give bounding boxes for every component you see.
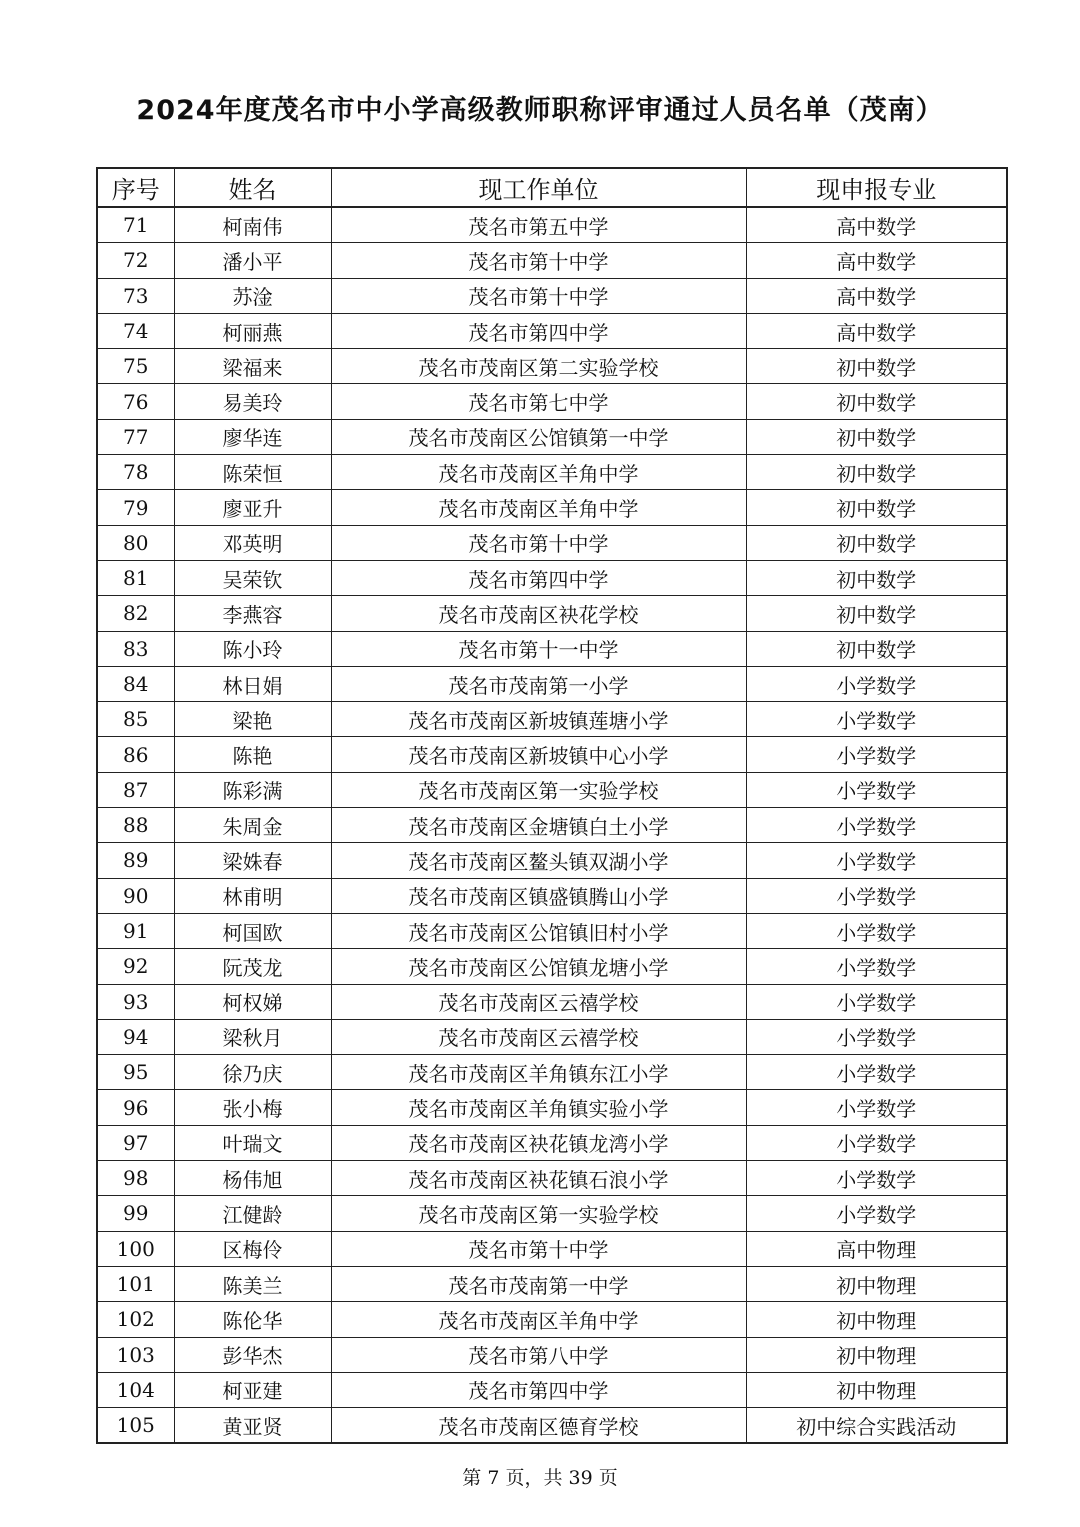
cell-specialty: 小学数学: [746, 878, 1007, 913]
table-row: [97, 878, 1007, 913]
cell-specialty: 初中物理: [746, 1337, 1007, 1372]
cell-index: 80: [97, 525, 174, 560]
cell-specialty: 初中数学: [746, 631, 1007, 666]
table-row: [97, 1196, 1007, 1231]
cell-index: 95: [97, 1055, 174, 1090]
cell-index: 83: [97, 631, 174, 666]
cell-workplace: 茂名市茂南区云禧学校: [331, 984, 746, 1019]
cell-index: 96: [97, 1090, 174, 1125]
cell-name: 区梅伶: [174, 1231, 331, 1266]
cell-specialty: 小学数学: [746, 666, 1007, 701]
table-row: [97, 419, 1007, 454]
cell-workplace: 茂名市茂南区袂花学校: [331, 596, 746, 631]
cell-name: 柯丽燕: [174, 313, 331, 348]
table-row: [97, 1372, 1007, 1407]
table-row: [97, 1125, 1007, 1160]
cell-name: 柯亚建: [174, 1372, 331, 1407]
cell-specialty: 初中数学: [746, 455, 1007, 490]
table-row: [97, 243, 1007, 278]
table-row: [97, 596, 1007, 631]
cell-index: 105: [97, 1408, 174, 1444]
cell-workplace: 茂名市第五中学: [331, 207, 746, 243]
cell-specialty: 初中数学: [746, 419, 1007, 454]
table-row: [97, 1302, 1007, 1337]
cell-specialty: 小学数学: [746, 949, 1007, 984]
cell-index: 89: [97, 843, 174, 878]
cell-specialty: 小学数学: [746, 913, 1007, 948]
cell-name: 陈彩满: [174, 772, 331, 807]
cell-specialty: 小学数学: [746, 808, 1007, 843]
header-row: [97, 168, 1007, 207]
cell-workplace: 茂名市茂南区羊角镇实验小学: [331, 1090, 746, 1125]
table-row: [97, 702, 1007, 737]
cell-specialty: 初中数学: [746, 525, 1007, 560]
table-row: [97, 313, 1007, 348]
table-row: [97, 1090, 1007, 1125]
table-row: [97, 984, 1007, 1019]
cell-name: 梁艳: [174, 702, 331, 737]
cell-index: 102: [97, 1302, 174, 1337]
cell-workplace: 茂名市茂南区公馆镇第一中学: [331, 419, 746, 454]
cell-specialty: 初中综合实践活动: [746, 1408, 1007, 1444]
cell-workplace: 茂名市第十一中学: [331, 631, 746, 666]
cell-name: 陈荣恒: [174, 455, 331, 490]
page-title: 2024年度茂名市中小学高级教师职称评审通过人员名单（茂南）: [136, 95, 944, 126]
cell-workplace: 茂名市茂南区公馆镇龙塘小学: [331, 949, 746, 984]
cell-specialty: 初中数学: [746, 349, 1007, 384]
cell-index: 101: [97, 1266, 174, 1301]
cell-workplace: 茂名市第四中学: [331, 560, 746, 595]
cell-specialty: 小学数学: [746, 737, 1007, 772]
page-number: 第 7 页，共 39 页: [462, 1467, 618, 1489]
cell-index: 81: [97, 560, 174, 595]
cell-name: 苏淦: [174, 278, 331, 313]
cell-index: 72: [97, 243, 174, 278]
cell-workplace: 茂名市茂南区新坡镇莲塘小学: [331, 702, 746, 737]
cell-name: 李燕容: [174, 596, 331, 631]
cell-name: 廖华连: [174, 419, 331, 454]
cell-workplace: 茂名市茂南区公馆镇旧村小学: [331, 913, 746, 948]
cell-index: 86: [97, 737, 174, 772]
cell-name: 梁秋月: [174, 1019, 331, 1054]
header-workplace: 现工作单位: [331, 168, 746, 207]
cell-workplace: 茂名市茂南区德育学校: [331, 1408, 746, 1444]
cell-workplace: 茂名市茂南区羊角中学: [331, 455, 746, 490]
table-body: [97, 207, 1007, 1443]
table-row: [97, 808, 1007, 843]
cell-workplace: 茂名市茂南区第一实验学校: [331, 772, 746, 807]
cell-workplace: 茂名市第七中学: [331, 384, 746, 419]
cell-name: 陈伦华: [174, 1302, 331, 1337]
cell-specialty: 初中物理: [746, 1372, 1007, 1407]
cell-name: 林日娟: [174, 666, 331, 701]
cell-index: 94: [97, 1019, 174, 1054]
cell-name: 易美玲: [174, 384, 331, 419]
cell-name: 陈小玲: [174, 631, 331, 666]
cell-specialty: 小学数学: [746, 1125, 1007, 1160]
table-row: [97, 1337, 1007, 1372]
cell-index: 74: [97, 313, 174, 348]
cell-name: 潘小平: [174, 243, 331, 278]
cell-workplace: 茂名市茂南区镇盛镇腾山小学: [331, 878, 746, 913]
cell-specialty: 初中数学: [746, 596, 1007, 631]
cell-index: 73: [97, 278, 174, 313]
table-row: [97, 1231, 1007, 1266]
cell-name: 陈艳: [174, 737, 331, 772]
cell-name: 林甫明: [174, 878, 331, 913]
cell-specialty: 小学数学: [746, 1090, 1007, 1125]
cell-index: 100: [97, 1231, 174, 1266]
table-row: [97, 666, 1007, 701]
cell-name: 柯国欧: [174, 913, 331, 948]
table-row: [97, 949, 1007, 984]
table-row: [97, 490, 1007, 525]
cell-specialty: 高中数学: [746, 207, 1007, 243]
cell-workplace: 茂名市第十中学: [331, 243, 746, 278]
cell-workplace: 茂名市茂南区袂花镇石浪小学: [331, 1161, 746, 1196]
table-row: [97, 349, 1007, 384]
cell-specialty: 高中数学: [746, 313, 1007, 348]
header-index: 序号: [97, 168, 174, 207]
cell-index: 71: [97, 207, 174, 243]
cell-workplace: 茂名市茂南区新坡镇中心小学: [331, 737, 746, 772]
cell-specialty: 小学数学: [746, 1019, 1007, 1054]
cell-index: 85: [97, 702, 174, 737]
cell-workplace: 茂名市茂南区第二实验学校: [331, 349, 746, 384]
cell-index: 87: [97, 772, 174, 807]
table-row: [97, 278, 1007, 313]
table-row: [97, 1055, 1007, 1090]
cell-index: 91: [97, 913, 174, 948]
table-row: [97, 207, 1007, 243]
cell-name: 柯南伟: [174, 207, 331, 243]
cell-index: 99: [97, 1196, 174, 1231]
cell-workplace: 茂名市茂南区鳌头镇双湖小学: [331, 843, 746, 878]
table-row: [97, 843, 1007, 878]
table-row: [97, 772, 1007, 807]
cell-specialty: 小学数学: [746, 1161, 1007, 1196]
cell-workplace: 茂名市第四中学: [331, 313, 746, 348]
cell-specialty: 小学数学: [746, 1055, 1007, 1090]
cell-index: 97: [97, 1125, 174, 1160]
table-row: [97, 1266, 1007, 1301]
cell-workplace: 茂名市茂南区金塘镇白土小学: [331, 808, 746, 843]
cell-specialty: 初中数学: [746, 384, 1007, 419]
cell-workplace: 茂名市茂南区羊角中学: [331, 490, 746, 525]
cell-index: 75: [97, 349, 174, 384]
table-row: [97, 1019, 1007, 1054]
cell-workplace: 茂名市第十中学: [331, 525, 746, 560]
cell-index: 93: [97, 984, 174, 1019]
cell-specialty: 高中数学: [746, 278, 1007, 313]
cell-specialty: 初中物理: [746, 1266, 1007, 1301]
cell-index: 103: [97, 1337, 174, 1372]
cell-specialty: 初中数学: [746, 490, 1007, 525]
cell-workplace: 茂名市茂南区羊角镇东江小学: [331, 1055, 746, 1090]
cell-workplace: 茂名市茂南第一小学: [331, 666, 746, 701]
cell-index: 104: [97, 1372, 174, 1407]
cell-index: 84: [97, 666, 174, 701]
cell-name: 梁福来: [174, 349, 331, 384]
cell-index: 82: [97, 596, 174, 631]
cell-name: 柯权娣: [174, 984, 331, 1019]
cell-name: 邓英明: [174, 525, 331, 560]
table-row: [97, 913, 1007, 948]
cell-name: 叶瑞文: [174, 1125, 331, 1160]
cell-workplace: 茂名市茂南第一中学: [331, 1266, 746, 1301]
cell-index: 76: [97, 384, 174, 419]
table-row: [97, 1161, 1007, 1196]
cell-index: 77: [97, 419, 174, 454]
cell-name: 廖亚升: [174, 490, 331, 525]
cell-workplace: 茂名市茂南区羊角中学: [331, 1302, 746, 1337]
cell-name: 朱周金: [174, 808, 331, 843]
table-header: [97, 168, 1007, 207]
table-row: [97, 560, 1007, 595]
cell-index: 98: [97, 1161, 174, 1196]
table-row: [97, 455, 1007, 490]
cell-specialty: 小学数学: [746, 843, 1007, 878]
cell-name: 梁姝春: [174, 843, 331, 878]
cell-specialty: 高中物理: [746, 1231, 1007, 1266]
cell-specialty: 小学数学: [746, 772, 1007, 807]
cell-workplace: 茂名市茂南区第一实验学校: [331, 1196, 746, 1231]
table-row: [97, 631, 1007, 666]
cell-specialty: 高中数学: [746, 243, 1007, 278]
header-specialty: 现申报专业: [746, 168, 1007, 207]
roster-table: [96, 167, 1008, 1444]
cell-index: 92: [97, 949, 174, 984]
cell-name: 张小梅: [174, 1090, 331, 1125]
table-row: [97, 737, 1007, 772]
cell-name: 杨伟旭: [174, 1161, 331, 1196]
cell-name: 陈美兰: [174, 1266, 331, 1301]
cell-index: 79: [97, 490, 174, 525]
cell-index: 88: [97, 808, 174, 843]
cell-workplace: 茂名市第八中学: [331, 1337, 746, 1372]
table-row: [97, 384, 1007, 419]
cell-index: 78: [97, 455, 174, 490]
table-row: [97, 1408, 1007, 1444]
cell-workplace: 茂名市第四中学: [331, 1372, 746, 1407]
cell-specialty: 小学数学: [746, 702, 1007, 737]
cell-workplace: 茂名市第十中学: [331, 1231, 746, 1266]
cell-workplace: 茂名市第十中学: [331, 278, 746, 313]
cell-name: 徐乃庆: [174, 1055, 331, 1090]
cell-specialty: 小学数学: [746, 1196, 1007, 1231]
cell-name: 江健龄: [174, 1196, 331, 1231]
cell-name: 阮茂龙: [174, 949, 331, 984]
cell-workplace: 茂名市茂南区袂花镇龙湾小学: [331, 1125, 746, 1160]
cell-workplace: 茂名市茂南区云禧学校: [331, 1019, 746, 1054]
cell-specialty: 初中数学: [746, 560, 1007, 595]
table-row: [97, 525, 1007, 560]
cell-specialty: 初中物理: [746, 1302, 1007, 1337]
cell-name: 彭华杰: [174, 1337, 331, 1372]
cell-name: 吴荣钦: [174, 560, 331, 595]
header-name: 姓名: [174, 168, 331, 207]
cell-specialty: 小学数学: [746, 984, 1007, 1019]
cell-index: 90: [97, 878, 174, 913]
cell-name: 黄亚贤: [174, 1408, 331, 1444]
